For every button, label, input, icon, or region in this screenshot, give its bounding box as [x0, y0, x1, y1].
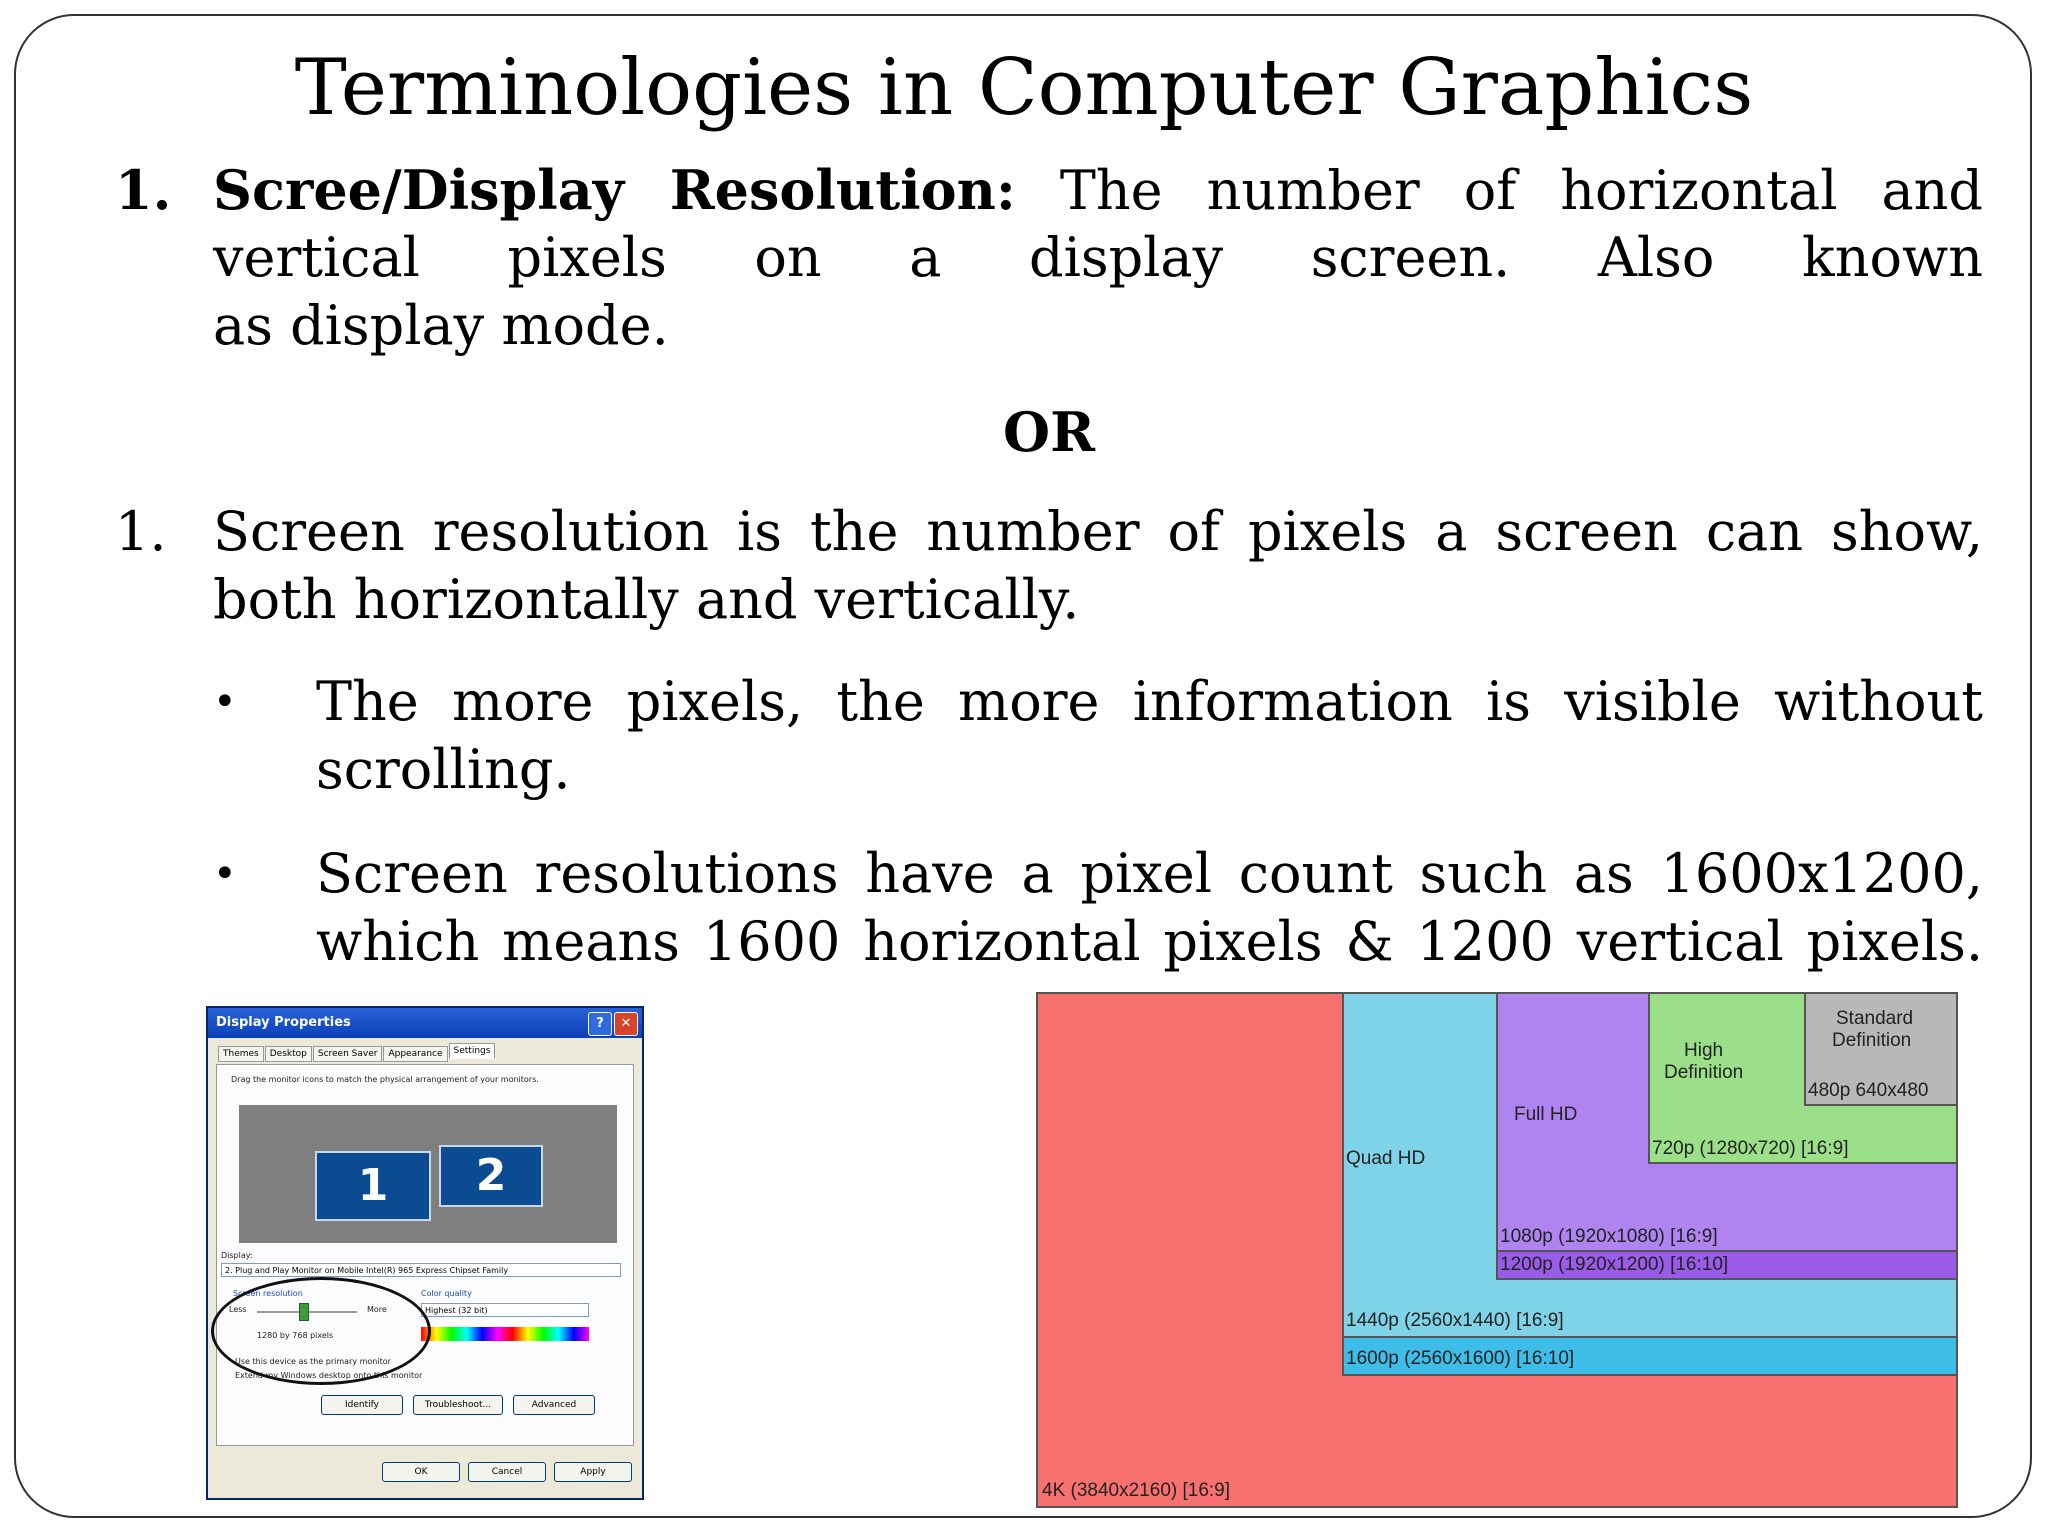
label-quad-hd: Quad HD: [1346, 1148, 1426, 1169]
extend-desktop-checkbox[interactable]: Extend my Windows desktop onto this monitor: [235, 1371, 423, 1380]
tab-desktop[interactable]: Desktop: [265, 1046, 312, 1062]
label-720p: 720p (1280x720) [16:9]: [1652, 1138, 1849, 1159]
label-1600p: 1600p (2560x1600) [16:10]: [1346, 1348, 1575, 1369]
label-high-def-1: High: [1684, 1040, 1724, 1061]
item2-number: 1.: [115, 500, 167, 563]
screen-resolution-label: Screen resolution: [233, 1289, 303, 1298]
display-properties-dialog: [206, 1006, 644, 1500]
item2-line2: both horizontally and vertically.: [213, 568, 1080, 631]
bullet-1-symbol: •: [213, 679, 237, 725]
item1-term: Scree/Display Resolution:: [213, 158, 1016, 222]
or-separator: OR: [1003, 400, 1095, 464]
troubleshoot-button[interactable]: Troubleshoot...: [413, 1395, 503, 1415]
tab-settings[interactable]: Settings: [449, 1043, 496, 1059]
label-480p: 480p 640x480: [1808, 1080, 1929, 1101]
label-std-def-2: Definition: [1832, 1030, 1912, 1051]
tab-appearance[interactable]: Appearance: [383, 1046, 447, 1062]
label-4k: 4K (3840x2160) [16:9]: [1042, 1480, 1231, 1501]
display-select[interactable]: 2. Plug and Play Monitor on Mobile Intel(R) 965 Express Chipset Family: [221, 1263, 621, 1277]
slide-title: Terminologies in Computer Graphics: [294, 43, 1754, 133]
close-icon[interactable]: ✕: [614, 1012, 638, 1036]
resolution-comparison-diagram: [1036, 992, 1958, 1508]
less-label: Less: [229, 1305, 247, 1314]
label-1200p: 1200p (1920x1200) [16:10]: [1500, 1254, 1729, 1275]
item1-line1: [213, 156, 1983, 225]
settings-panel: [216, 1064, 634, 1446]
monitor-hint: Drag the monitor icons to match the physical arrangement of your monitors.: [231, 1075, 539, 1084]
tab-themes[interactable]: Themes: [218, 1046, 264, 1062]
label-std-def-1: Standard: [1836, 1008, 1914, 1029]
bullet-1-line2: scrolling.: [316, 738, 571, 801]
bullet-1-line1: The more pixels, the more information is visible without: [316, 670, 1983, 733]
apply-button[interactable]: Apply: [554, 1462, 632, 1482]
monitor-1[interactable]: 1: [315, 1151, 431, 1221]
monitor-2[interactable]: 2: [439, 1145, 543, 1207]
dialog-title-bar: [208, 1008, 642, 1038]
more-label: More: [367, 1305, 387, 1314]
color-quality-label: Color quality: [421, 1289, 472, 1298]
label-1080p: 1080p (1920x1080) [16:9]: [1500, 1226, 1718, 1247]
bullet-2-symbol: •: [213, 851, 237, 897]
highlight-ellipse: [211, 1277, 431, 1385]
dialog-title: Display Properties: [216, 1015, 351, 1030]
item2-line1: Screen resolution is the number of pixels a screen can show,: [213, 500, 1983, 563]
color-spectrum-bar: [421, 1327, 589, 1341]
resolution-value: 1280 by 768 pixels: [257, 1331, 334, 1340]
bullet-2-line2: which means 1600 horizontal pixels & 1200 vertical pixels.: [316, 910, 1983, 973]
item1-line2: vertical pixels on a display screen. Also known: [213, 226, 1983, 289]
label-1440p: 1440p (2560x1440) [16:9]: [1346, 1310, 1564, 1331]
label-full-hd: Full HD: [1514, 1104, 1578, 1125]
advanced-button[interactable]: Advanced: [513, 1395, 595, 1415]
monitor-arrangement: [239, 1105, 617, 1243]
bullet-2-line1: Screen resolutions have a pixel count such as 1600x1200,: [316, 842, 1983, 905]
item1-line3: as display mode.: [213, 294, 669, 357]
ok-button[interactable]: OK: [382, 1462, 460, 1482]
identify-button[interactable]: Identify: [321, 1395, 403, 1415]
cancel-button[interactable]: Cancel: [468, 1462, 546, 1482]
primary-monitor-checkbox[interactable]: Use this device as the primary monitor: [235, 1357, 391, 1366]
display-label: Display:: [221, 1251, 253, 1260]
help-icon[interactable]: ?: [588, 1012, 612, 1036]
tab-screen-saver[interactable]: Screen Saver: [313, 1046, 383, 1062]
color-quality-select[interactable]: Highest (32 bit): [421, 1303, 589, 1317]
item1-number: 1.: [115, 158, 172, 222]
item1-line1-rest: The number of horizontal and: [1059, 159, 1984, 222]
label-high-def-2: Definition: [1664, 1062, 1744, 1083]
dialog-tabs: [218, 1046, 496, 1062]
